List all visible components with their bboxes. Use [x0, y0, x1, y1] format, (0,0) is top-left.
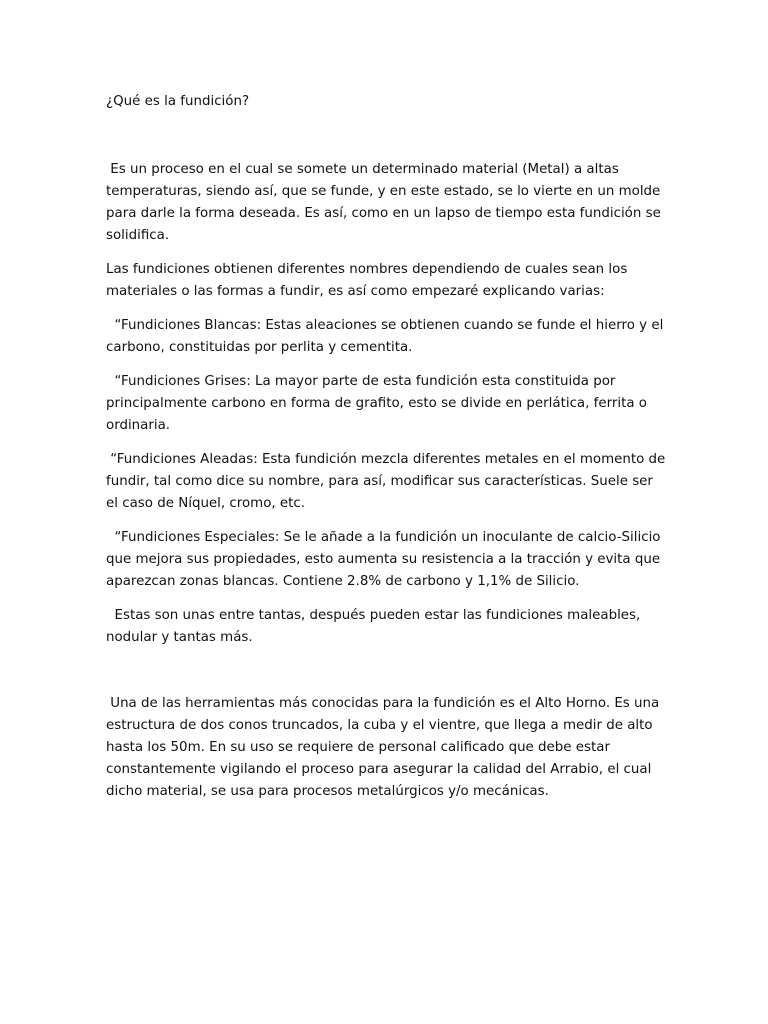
- paragraph-blast-furnace: Una de las herramientas más conocidas para la fundición es el Alto Horno. Es una estructura de dos conos truncados, la cuba y el vientre, que llega a medir de alto hasta los 50m. En su uso se requiere de personal calificado que debe estar constantemente vigilando el proceso para asegurar la calidad del Arrabio, el cual dicho material, se usa para procesos metalúrgicos y/o mecánicas.: [106, 696, 664, 799]
- document-body: [106, 159, 668, 815]
- paragraph-gray-cast-iron: “Fundiciones Grises: La mayor parte de esta fundición esta constituida por principalmente carbono en forma de grafito, esto se divide en perlática, ferrita o ordinaria.: [106, 374, 652, 433]
- page-title: ¿Qué es la fundición?: [106, 94, 250, 109]
- paragraph-alloy-cast-iron: “Fundiciones Aleadas: Esta fundición mezcla diferentes metales en el momento de fundir, tal como dice su nombre, para así, modificar sus características. Suele ser el caso de Níquel, cromo, etc.: [106, 452, 670, 511]
- paragraph-special-cast-iron: “Fundiciones Especiales: Se le añade a la fundición un inoculante de calcio-Silicio que mejora sus propiedades, esto aumenta su resistencia a la tracción y evita que aparezcan zonas blancas. Contiene 2.8% de carbono y 1,1% de Silicio.: [106, 530, 665, 589]
- paragraph-white-cast-iron: “Fundiciones Blancas: Estas aleaciones se obtienen cuando se funde el hierro y el carbono, constituidas por perlita y cementita.: [106, 318, 668, 355]
- paragraph-types-intro: Las fundiciones obtienen diferentes nombres dependiendo de cuales sean los materiales o las formas a fundir, es así como empezaré explicando varias:: [106, 262, 632, 299]
- paragraph-summary: Estas son unas entre tantas, después pueden estar las fundiciones maleables, nodular y tantas más.: [106, 608, 645, 645]
- paragraph-intro: Es un proceso en el cual se somete un determinado material (Metal) a altas temperaturas, siendo así, que se funde, y en este estado, se lo vierte en un molde para darle la forma deseada. Es así, como en un lapso de tiempo esta fundición se solidifica.: [106, 162, 666, 243]
